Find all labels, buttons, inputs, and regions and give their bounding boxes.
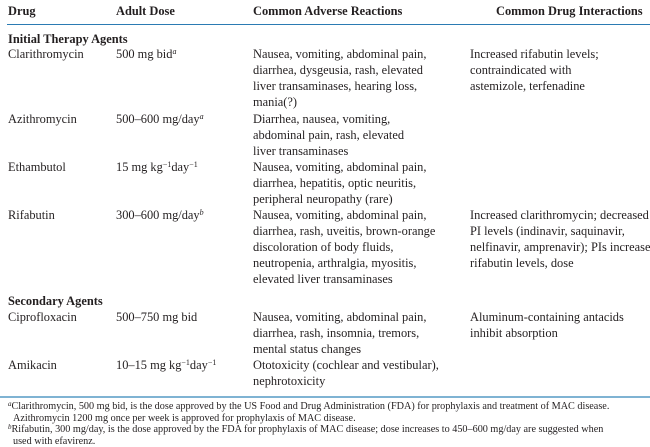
- interactions-cell: [470, 207, 650, 271]
- dose-value: 15 mg kg: [116, 160, 163, 174]
- dose-unit: day: [171, 160, 190, 174]
- interaction-line: inhibit absorption: [470, 326, 558, 340]
- column-header-drug: Drug: [8, 4, 36, 18]
- interactions-cell: [470, 46, 599, 94]
- interaction-line: astemizole, terfenadine: [470, 79, 585, 93]
- footer-rule: [0, 396, 650, 398]
- adverse-line: diarrhea, rash, uveitis, brown-orange: [253, 224, 436, 238]
- dose-exponent: −1: [207, 358, 217, 367]
- footnote-b: [8, 424, 650, 447]
- adverse-reactions-cell: [253, 207, 435, 287]
- dose-cell: [116, 159, 198, 175]
- adverse-line: diarrhea, dysgeusia, rash, elevated: [253, 63, 423, 77]
- adverse-line: Diarrhea, nausea, vomiting,: [253, 112, 391, 126]
- adverse-line: Nausea, vomiting, abdominal pain,: [253, 208, 427, 222]
- drug-name: Amikacin: [8, 358, 57, 372]
- drug-name: Clarithromycin: [8, 47, 84, 61]
- table-row-drug: [8, 159, 66, 175]
- footnote-text: Clarithromycin, 500 mg bid, is the dose approved by the US Food and Drug Administration (FDA) for prophylaxis and treatment of MAC disease.: [11, 401, 610, 412]
- drug-name: Ethambutol: [8, 160, 66, 174]
- adverse-line: abdominal pain, rash, elevated: [253, 128, 405, 142]
- table-row-drug: [8, 309, 77, 325]
- table-row-drug: [8, 111, 77, 127]
- table-row-drug: [8, 357, 57, 373]
- footnote-text: Rifabutin, 300 mg/day, is the dose approved by the FDA for prophylaxis of MAC disease; dose increases to 450–600 mg/day are suggested when: [11, 424, 604, 435]
- adverse-line: diarrhea, hepatitis, optic neuritis,: [253, 176, 417, 190]
- footnote-line: Azithromycin 1200 mg once per week is approved for prophylaxis of MAC disease.: [13, 412, 356, 424]
- section-title-initial-therapy: Initial Therapy Agents: [8, 32, 128, 46]
- interaction-line: rifabutin levels, dose: [470, 256, 574, 270]
- adverse-line: neutropenia, arthralgia, myositis,: [253, 256, 417, 270]
- adverse-line: elevated liver transaminases: [253, 272, 393, 286]
- footnote-ref-a: a: [199, 112, 204, 121]
- table-row-drug: [8, 207, 55, 223]
- adverse-line: liver transaminases: [253, 144, 349, 158]
- footnote-a: [8, 401, 650, 424]
- adverse-line: nephrotoxicity: [253, 374, 326, 388]
- adverse-line: Ototoxicity (cochlear and vestibular),: [253, 358, 439, 372]
- adverse-line: discoloration of body fluids,: [253, 240, 394, 254]
- interaction-line: Increased clarithromycin; decreased: [470, 208, 649, 222]
- interactions-cell: [470, 309, 624, 341]
- dose-exponent: −1: [181, 358, 190, 367]
- interaction-line: Increased rifabutin levels;: [470, 47, 599, 61]
- dose-exponent: −1: [162, 160, 172, 169]
- column-header-drug-interactions: Common Drug Interactions: [496, 4, 643, 18]
- footnote-line: [8, 424, 650, 436]
- adverse-reactions-cell: [253, 309, 426, 357]
- interaction-line: Aluminum-containing antacids: [470, 310, 624, 324]
- adverse-reactions-cell: [253, 159, 426, 207]
- dose-cell: [116, 46, 176, 62]
- section-title-secondary-agents: Secondary Agents: [8, 294, 103, 308]
- footnote-mark: b: [8, 423, 12, 431]
- adverse-line: Nausea, vomiting, abdominal pain,: [253, 310, 427, 324]
- adverse-reactions-cell: [253, 357, 439, 389]
- interaction-line: nelfinavir, amprenavir); PIs increase: [470, 240, 650, 254]
- dose-unit: day: [189, 358, 208, 372]
- interaction-line: PI levels (indinavir, saquinavir,: [470, 224, 625, 238]
- dose-cell: [116, 207, 204, 223]
- footnote-mark: a: [8, 400, 12, 408]
- adverse-line: diarrhea, rash, insomnia, tremors,: [253, 326, 420, 340]
- footnote-ref-b: b: [199, 208, 204, 217]
- dose-value: 300–600 mg/day: [116, 208, 200, 222]
- adverse-line: mania(?): [253, 95, 298, 109]
- dose-value: 500–750 mg bid: [116, 310, 198, 324]
- drug-name: Rifabutin: [8, 208, 55, 222]
- adverse-reactions-cell: [253, 46, 426, 110]
- dose-value: 500–600 mg/day: [116, 112, 200, 126]
- adverse-line: Nausea, vomiting, abdominal pain,: [253, 160, 427, 174]
- table-row-drug: [8, 46, 84, 62]
- footnote-line: used with efavirenz.: [13, 435, 96, 447]
- adverse-reactions-cell: [253, 111, 404, 159]
- header-rule: [7, 24, 650, 25]
- dose-value: 500 mg bid: [116, 47, 173, 61]
- column-header-adult-dose: Adult Dose: [116, 4, 175, 18]
- column-header-adverse-reactions: Common Adverse Reactions: [253, 4, 403, 18]
- adverse-line: Nausea, vomiting, abdominal pain,: [253, 47, 427, 61]
- footnote-line: [8, 401, 650, 413]
- adverse-line: liver transaminases, hearing loss,: [253, 79, 418, 93]
- adverse-line: mental status changes: [253, 342, 362, 356]
- dose-exponent: −1: [189, 160, 198, 169]
- drug-name: Azithromycin: [8, 112, 77, 126]
- interaction-line: contraindicated with: [470, 63, 572, 77]
- dose-cell: [116, 309, 197, 325]
- dose-cell: [116, 111, 204, 127]
- dose-cell: [116, 357, 216, 373]
- dose-value: 10–15 mg kg: [116, 358, 182, 372]
- drug-name: Ciprofloxacin: [8, 310, 77, 324]
- footnote-ref-a: a: [172, 47, 177, 56]
- adverse-line: peripheral neuropathy (rare): [253, 192, 393, 206]
